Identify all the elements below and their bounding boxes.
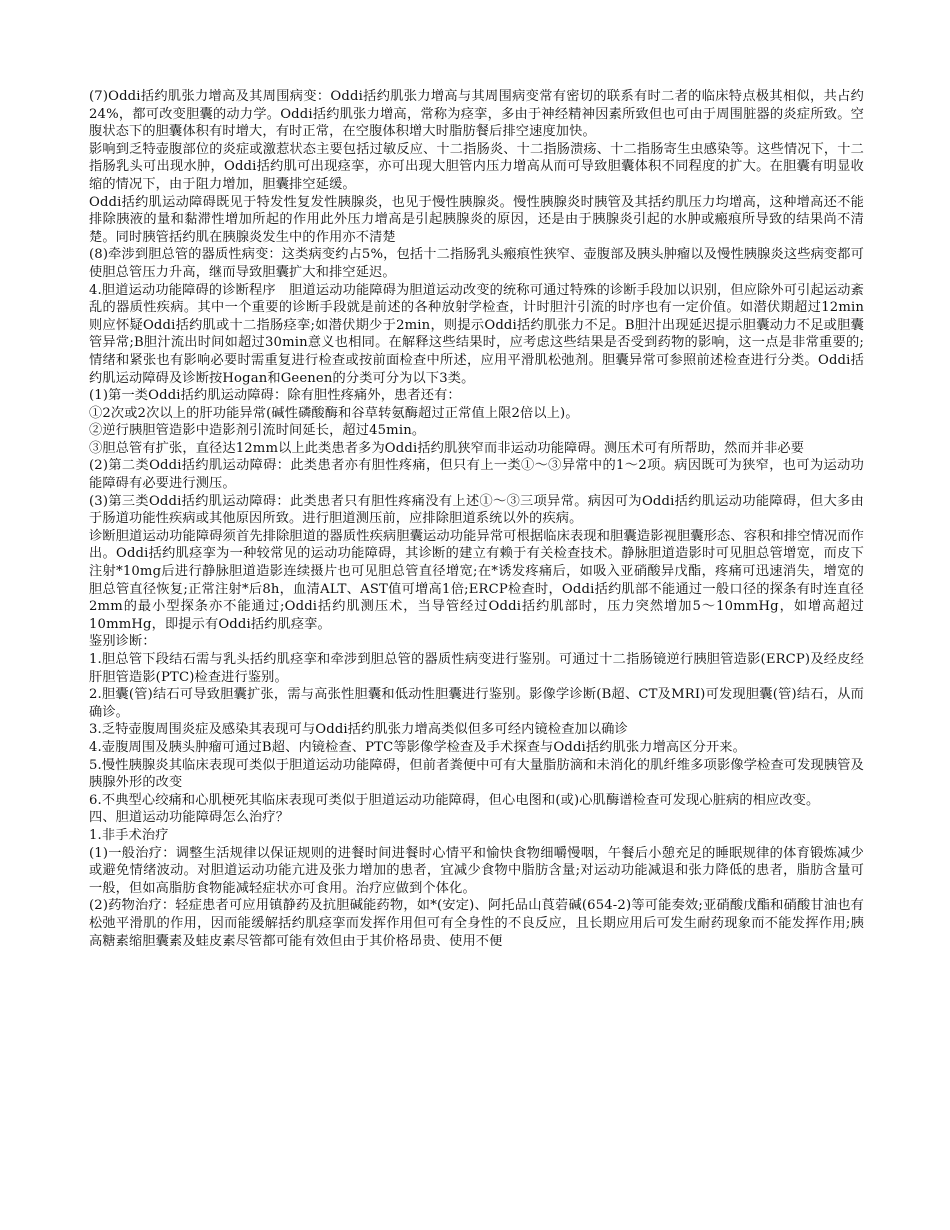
list-item-differential-4: 4.壶腹周围及胰头肿瘤可通过B超、内镜检查、PTC等影像学检查及手术探查与Oddi括约肌张力增高区分开来。 xyxy=(89,739,746,755)
list-item-differential-2: 2.胆囊(管)结石可导致胆囊扩张，需与高张性胆囊和低动性胆囊进行鉴别。影像学诊断(B超、CT及MRI)可发现胆囊(管)结石，从而确诊。 xyxy=(89,687,864,720)
paragraph-general-treatment: (1)一般治疗：调整生活规律以保证规则的进餐时间进餐时心情平和愉快食物细嚼慢咽，午餐后小憩充足的睡眠规律的体育锻炼减少或避免情绪波动。对胆道运动功能亢进及张力增加的患者，宜减少食物中脂肪含量;对运动功能减退和张力降低的患者，脂肪含量可一般，但如高脂肪食物能减轻症状亦可食用。治疗应做到个体化。 xyxy=(89,845,864,896)
subheading-non-surgical: 1.非手术治疗 xyxy=(89,827,169,843)
section-heading-differential: 鉴别诊断： xyxy=(89,634,156,650)
paragraph-drug-treatment: (2)药物治疗：轻症患者可应用镇静药及抗胆碱能药物，如*(安定)、阿托品山莨菪碱(654-2)等可能奏效;亚硝酸戊酯和硝酸甘油也有松弛平滑肌的作用，因而能缓解括约肌痉挛而发挥作用但可有全身性的不良反应，且长期应用后可发生耐药现象而不能发挥作用;胰高糖素缩胆囊素及蛙皮素尽管都可能有效但由于其价格昂贵、使用不便 xyxy=(89,898,864,949)
paragraph-vater-inflammation: 影响到乏特壶腹部位的炎症或激惹状态主要包括过敏反应、十二指肠炎、十二指肠溃疡、十二指肠寄生虫感染等。这些情况下，十二指肠乳头可出现水肿，Oddi括约肌可出现痉挛，亦可出现大胆管内压力增高从而可导致胆囊体积不同程度的扩大。在胆囊有明显收缩的情况下，由于阻力增加，胆囊排空延缓。 xyxy=(89,141,864,192)
section-heading-treatment: 四、胆道运动功能障碍怎么治疗？ xyxy=(89,810,290,826)
paragraph-organic-lesions: (8)牵涉到胆总管的器质性病变：这类病变约占5%，包括十二指肠乳头瘢痕性狭窄、壶腹部及胰头肿瘤以及慢性胰腺炎这些病变都可使胆总管压力升高，继而导致胆囊扩大和排空延迟。 xyxy=(89,247,864,280)
list-item-differential-6: 6.不典型心绞痛和心肌梗死其临床表现可类似于胆道运动功能障碍，但心电图和(或)心肌酶谱检查可发现心脏病的相应改变。 xyxy=(89,792,820,808)
document-page xyxy=(89,88,864,950)
list-item-criterion-1: ①2次或2次以上的肝功能异常(碱性磷酸酶和谷草转氨酶超过正常值上限2倍以上)。 xyxy=(89,405,579,421)
paragraph-diagnostic-procedure: 4.胆道运动功能障碍的诊断程序 胆道运动功能障碍为胆道运动改变的统称可通过特殊的诊断手段加以识别，但应除外可引起运动紊乱的器质性疾病。其中一个重要的诊断手段就是前述的各种放射学检查，计时胆汁引流的时序也有一定价值。如潜伏期超过12min则应怀疑Oddi括约肌或十二指肠痉挛;如潜伏期少于2min，则提示Oddi括约肌张力不足。B胆汁出现延迟提示胆囊动力不足或胆囊管异常;B胆汁流出时间如超过30min意义也相同。在解释这些结果时，应考虑这些结果是否受到药物的影响，这一点是非常重要的;情绪和紧张也有影响必要时需重复进行检查或按前面检查中所述，应用平滑肌松弛剂。胆囊异常可参照前述检查进行分类。Oddi括约肌运动障碍及诊断按Hogan和Geenen的分类可分为以下3类。 xyxy=(89,282,864,386)
list-item-criterion-3: ③胆总管有扩张，直径达12mm以上此类患者多为Oddi括约肌狭窄而非运动功能障碍。测压术可有所帮助，然而并非必要 xyxy=(89,440,805,456)
paragraph-type-three: (3)第三类Oddi括约肌运动障碍：此类患者只有胆性疼痛没有上述①～③三项异常。病因可为Oddi括约肌运动功能障碍，但大多由于肠道功能性疾病或其他原因所致。进行胆道测压前，应排除胆道系统以外的疾病。 xyxy=(89,493,864,527)
paragraph-pancreatitis: Oddi括约肌运动障碍既见于特发性复发性胰腺炎，也见于慢性胰腺炎。慢性胰腺炎时胰管及其括约肌压力均增高，这种增高还不能排除胰液的量和黏滞性增加所起的作用此外压力增高是引起胰腺炎的原因，还是由于胰腺炎引起的水肿或瘢痕所导致的结果尚不清楚。同时胰管括约肌在胰腺炎发生中的作用亦不清楚 xyxy=(89,194,864,245)
paragraph-type-one: (1)第一类Oddi括约肌运动障碍：除有胆性疼痛外，患者还有： xyxy=(89,388,461,404)
paragraph-type-two: (2)第二类Oddi括约肌运动障碍：此类患者亦有胆性疼痛，但只有上一类①～③异常中的1～2项。病因既可为狭窄，也可为运动功能障碍有必要进行测压。 xyxy=(89,458,864,492)
list-item-criterion-2: ②逆行胰胆管造影中造影剂引流时间延长，超过45min。 xyxy=(89,423,426,439)
list-item-differential-3: 3.乏特壶腹周围炎症及感染其表现可与Oddi括约肌张力增高类似但多可经内镜检查加以确诊 xyxy=(89,722,628,738)
paragraph-diagnosis-details: 诊断胆道运动功能障碍须首先排除胆道的器质性疾病胆囊运动功能异常可根据临床表现和胆囊造影视胆囊形态、容积和排空情况而作出。Oddi括约肌痉挛为一种较常见的运动功能障碍，其诊断的建立有赖于有关检查技术。静脉胆道造影时可见胆总管增宽，而皮下注射*10mg后进行静脉胆道造影连续摄片也可见胆总管直径增宽;在*诱发疼痛后，如吸入亚硝酸异戊酯，疼痛可迅速消失，增宽的胆总管直径恢复;正常注射*后8h，血清ALT、AST值可增高1倍;ERCP检查时，Oddi括约肌部不能通过一般口径的探条有时连直径2mm的最小型探条亦不能通过;Oddi括约肌测压术，当导管经过Oddi括约肌部时，压力突然增加5～10mmHg，如增高超过10mmHg，即提示有Oddi括约肌痉挛。 xyxy=(89,528,864,632)
list-item-differential-1: 1.胆总管下段结石需与乳头括约肌痉挛和牵涉到胆总管的器质性病变进行鉴别。可通过十二指肠镜逆行胰胆管造影(ERCP)及经皮经肝胆管造影(PTC)检查进行鉴别。 xyxy=(89,652,864,685)
list-item-differential-5: 5.慢性胰腺炎其临床表现可类似于胆道运动功能障碍，但前者粪便中可有大量脂肪滴和未消化的肌纤维多项影像学检查可发现胰管及胰腺外形的改变 xyxy=(89,757,864,791)
paragraph-oddi-tension: (7)Oddi括约肌张力增高及其周围病变：Oddi括约肌张力增高与其周围病变常有密切的联系有时二者的临床特点极其相似，共占约24%，都可改变胆囊的动力学。Oddi括约肌张力增高，常称为痉挛，多由于神经精神因素所致但也可由于周围脏器的炎症所致。空腹状态下的胆囊体积有时增大，有时正常，在空腹体积增大时脂肪餐后排空速度加快。 xyxy=(89,89,864,140)
